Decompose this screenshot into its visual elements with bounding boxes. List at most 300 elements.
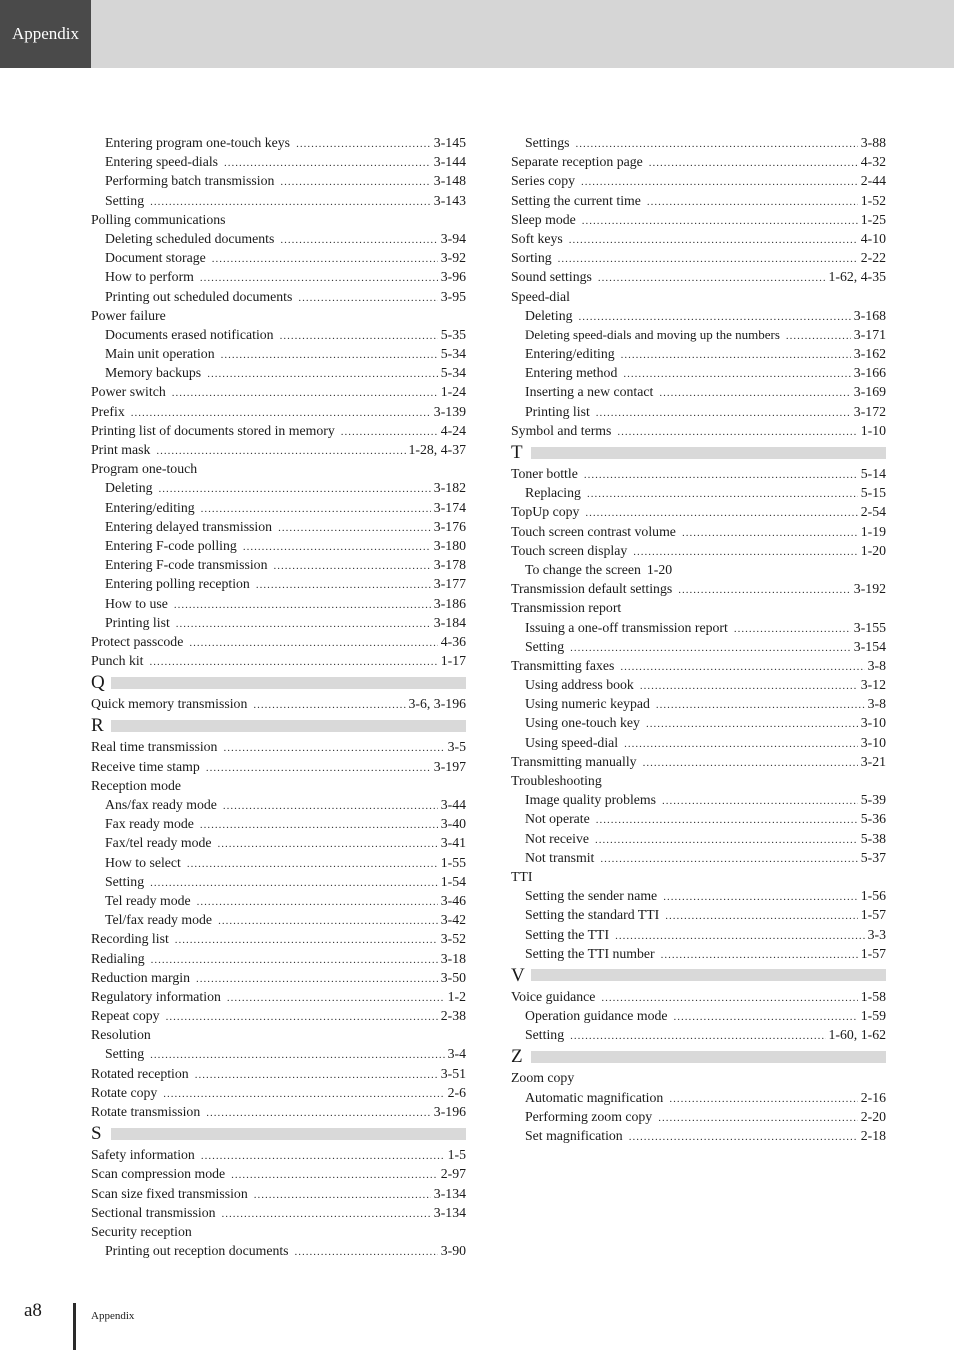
entry-term: Setting the current time — [511, 192, 641, 208]
entry-page-ref: 1-28, 4-37 — [408, 442, 466, 457]
entry-term: Entering polling reception — [105, 576, 250, 592]
entry-page-ref: 3-10 — [860, 734, 886, 750]
entry-term: Safety information — [91, 1147, 195, 1163]
entry-term: Issuing a one-off transmission report — [525, 619, 728, 635]
entry-term: Entering F-code transmission — [105, 557, 268, 573]
entry-term: Image quality problems — [525, 792, 657, 808]
index-subentry — [511, 829, 886, 848]
index-subentry — [91, 287, 466, 306]
entry-term: Reception mode — [91, 777, 182, 793]
entry-page-ref: 3-90 — [440, 1243, 466, 1259]
entry-term: Printing out scheduled documents — [105, 288, 293, 304]
entry-page-ref: 3-174 — [433, 499, 466, 515]
index-letter-divider — [91, 1123, 466, 1144]
index-entry — [511, 248, 886, 267]
dot-leader — [207, 365, 438, 384]
index-entry — [91, 1203, 466, 1222]
dot-leader — [298, 289, 437, 308]
entry-term: Touch screen display — [511, 542, 628, 558]
entry-page-ref: 3-139 — [433, 403, 466, 419]
entry-term: Scan compression mode — [91, 1166, 226, 1182]
entry-page-ref: 3-186 — [433, 595, 466, 611]
entry-page-ref: 3-8 — [867, 657, 886, 673]
entry-term: TopUp copy — [511, 504, 580, 520]
dot-leader — [669, 1090, 857, 1109]
dot-leader — [223, 739, 444, 758]
dot-leader — [662, 792, 858, 811]
entry-term: Separate reception page — [511, 154, 643, 170]
index-entry — [511, 598, 886, 617]
page-number: a8 — [24, 1300, 42, 1321]
entry-term: Entering/editing — [105, 499, 195, 515]
entry-term: Fax/tel ready mode — [105, 835, 212, 851]
letter-bar — [111, 720, 466, 732]
index-entry — [91, 382, 466, 401]
index-entry — [511, 579, 886, 598]
entry-page-ref: 1-25 — [860, 211, 886, 227]
entry-term: Printing list of documents stored in memory — [91, 422, 335, 438]
dot-leader — [734, 620, 851, 639]
index-letter: Z — [511, 1046, 523, 1068]
entry-page-ref: 3-40 — [440, 816, 466, 832]
dot-leader — [163, 1085, 444, 1104]
entry-term: To change the screen — [525, 561, 641, 577]
entry-page-ref: 5-34 — [440, 346, 466, 362]
dot-leader — [596, 811, 858, 830]
entry-term: Setting the TTI number — [525, 945, 655, 961]
dot-leader — [231, 1166, 438, 1185]
index-entry — [91, 1006, 466, 1025]
entry-term: Tel ready mode — [105, 892, 191, 908]
index-subentry — [91, 248, 466, 267]
entry-page-ref: 3-10 — [860, 715, 886, 731]
index-subentry — [511, 848, 886, 867]
entry-page-ref: 3-168 — [853, 307, 886, 323]
index-entry — [511, 522, 886, 541]
index-subentry — [91, 594, 466, 613]
index-entry — [511, 1068, 886, 1087]
index-subentry — [511, 1107, 886, 1126]
dot-leader — [296, 135, 431, 154]
index-entry — [511, 464, 886, 483]
dot-leader — [569, 231, 858, 250]
dot-leader — [621, 346, 851, 365]
entry-page-ref: 1-20 — [860, 542, 886, 558]
index-letter-divider — [511, 1046, 886, 1067]
index-subentry — [511, 637, 886, 656]
dot-leader — [661, 946, 858, 965]
entry-term: Settings — [525, 135, 570, 150]
entry-page-ref: 3-166 — [853, 365, 886, 381]
entry-term: Toner bottle — [511, 466, 578, 481]
dot-leader — [254, 1186, 431, 1205]
entry-term: Using address book — [525, 677, 634, 693]
entry-term: Receive time stamp — [91, 758, 200, 774]
entry-page-ref: 1-17 — [440, 653, 466, 669]
dot-leader — [624, 735, 858, 754]
index-letter-divider — [91, 672, 466, 693]
dot-leader — [187, 855, 438, 874]
index-subentry — [511, 618, 886, 637]
entry-term: Entering method — [525, 365, 618, 381]
entry-term: Using one-touch key — [525, 715, 640, 731]
entry-page-ref: 2-16 — [860, 1089, 886, 1105]
index-entry — [91, 440, 466, 459]
dot-leader — [151, 951, 438, 970]
entry-page-ref: 3-52 — [440, 931, 466, 947]
entry-term: Entering F-code polling — [105, 537, 237, 553]
dot-leader — [196, 970, 438, 989]
entry-term: Touch screen contrast volume — [511, 523, 676, 539]
dot-leader — [587, 485, 858, 504]
entry-page-ref: 5-36 — [860, 811, 886, 827]
entry-page-ref: 3-177 — [433, 576, 466, 592]
entry-term: Scan size fixed transmission — [91, 1185, 248, 1201]
dot-leader — [646, 715, 858, 734]
entry-term: Deleting scheduled documents — [105, 230, 275, 246]
index-entry — [511, 752, 886, 771]
dot-leader — [222, 1205, 431, 1224]
index-letter-divider — [91, 715, 466, 736]
index-entry — [91, 968, 466, 987]
entry-term: Transmission default settings — [511, 581, 673, 597]
index-subentry — [91, 363, 466, 382]
dot-leader — [174, 596, 431, 615]
entry-term: Printing out reception documents — [105, 1243, 289, 1259]
index-subentry — [511, 1088, 886, 1107]
entry-page-ref: 3-148 — [433, 173, 466, 189]
index-subentry — [91, 555, 466, 574]
entry-term: Deleting — [105, 480, 153, 496]
entry-page-ref: 2-22 — [860, 250, 886, 266]
dot-leader — [663, 888, 858, 907]
entry-page-ref: 5-37 — [860, 849, 886, 865]
entry-term: Replacing — [525, 485, 581, 501]
index-letter: T — [511, 442, 523, 463]
index-column-left — [91, 133, 466, 1260]
index-entry — [91, 1064, 466, 1083]
entry-term: Entering program one-touch keys — [105, 135, 291, 150]
entry-page-ref: 3-51 — [440, 1065, 466, 1081]
footer-divider — [73, 1303, 76, 1350]
entry-term: Troubleshooting — [511, 773, 602, 788]
index-subentry — [91, 1241, 466, 1260]
index-entry — [91, 306, 466, 325]
index-subentry — [511, 1126, 886, 1145]
entry-page-ref: 3-92 — [440, 250, 466, 266]
dot-leader — [600, 850, 857, 869]
entry-term: Soft keys — [511, 230, 563, 246]
entry-term: Prefix — [91, 403, 125, 419]
entry-page-ref: 1-54 — [440, 873, 466, 889]
entry-term: Transmitting faxes — [511, 657, 615, 673]
index-subentry — [511, 1006, 886, 1025]
index-entry — [91, 421, 466, 440]
entry-page-ref: 1-10 — [860, 422, 886, 438]
entry-term: Set magnification — [525, 1128, 623, 1143]
header-band — [0, 0, 954, 68]
index-entry — [91, 694, 466, 713]
dot-leader — [253, 696, 405, 715]
index-subentry — [511, 483, 886, 502]
index-entry — [91, 459, 466, 478]
entry-term: Operation guidance mode — [525, 1008, 668, 1024]
index-entry — [91, 776, 466, 795]
index-subentry — [511, 944, 886, 963]
letter-bar — [531, 969, 886, 981]
entry-page-ref: 2-20 — [860, 1108, 886, 1124]
section-tab: Appendix — [0, 0, 91, 68]
index-entry — [511, 541, 886, 560]
index-subentry — [511, 382, 886, 401]
index-subentry — [91, 795, 466, 814]
entry-page-ref: 3-144 — [433, 154, 466, 170]
entry-term: Documents erased notification — [105, 326, 274, 342]
index-entry — [91, 1145, 466, 1164]
entry-page-ref: 5-15 — [860, 485, 886, 501]
entry-term: Setting the TTI — [525, 926, 610, 942]
entry-term: Using speed-dial — [525, 734, 619, 750]
entry-page-ref: 3-21 — [860, 753, 886, 769]
entry-term: Performing batch transmission — [105, 173, 275, 189]
entry-page-ref: 2-44 — [860, 173, 886, 189]
index-entry — [91, 1102, 466, 1121]
entry-term: Redialing — [91, 950, 145, 966]
entry-term: Power failure — [91, 307, 166, 323]
entry-page-ref: 3-95 — [440, 288, 466, 304]
index-subentry — [91, 833, 466, 852]
entry-term: Print mask — [91, 442, 151, 457]
dot-leader — [212, 250, 438, 269]
entry-term: Regulatory information — [91, 988, 221, 1004]
index-letter: V — [511, 964, 525, 986]
entry-term: Deleting speed-dials and moving up the numbers — [525, 326, 780, 342]
index-entry — [91, 632, 466, 651]
entry-page-ref: 1-24 — [440, 384, 466, 400]
entry-page-ref: 1-60, 1-62 — [828, 1027, 886, 1043]
dot-leader — [682, 524, 858, 543]
index-subentry — [91, 498, 466, 517]
entry-page-ref: 1-59 — [860, 1008, 886, 1024]
entry-term: Fax ready mode — [105, 816, 194, 832]
entry-page-ref: 3-145 — [433, 135, 466, 150]
letter-bar — [111, 677, 466, 689]
index-subentry — [91, 1044, 466, 1063]
entry-term: Setting — [105, 1046, 145, 1062]
entry-term: Setting the sender name — [525, 888, 658, 904]
dot-leader — [649, 154, 858, 173]
index-entry — [91, 1222, 466, 1241]
dot-leader — [656, 696, 865, 715]
dot-leader — [206, 1104, 431, 1123]
dot-leader — [172, 384, 438, 403]
entry-page-ref: 5-35 — [440, 326, 466, 342]
entry-term: Not transmit — [525, 849, 595, 865]
dot-leader — [200, 816, 438, 835]
entry-page-ref: 1-58 — [860, 988, 886, 1004]
entry-term: How to perform — [105, 269, 194, 285]
entry-page-ref: 4-36 — [440, 633, 466, 649]
entry-term: Transmission report — [511, 600, 622, 616]
entry-term: Printing list — [105, 614, 170, 630]
entry-term: Recording list — [91, 931, 169, 947]
index-subentry — [91, 613, 466, 632]
entry-page-ref: 1-19 — [860, 523, 886, 539]
dot-leader — [280, 231, 437, 250]
dot-leader — [195, 1066, 438, 1085]
index-subentry — [91, 536, 466, 555]
dot-leader — [150, 1046, 445, 1065]
entry-term: Reduction margin — [91, 969, 190, 985]
index-subentry — [511, 694, 886, 713]
dot-leader — [623, 365, 850, 384]
letter-bar — [531, 447, 886, 459]
entry-term: Voice guidance — [511, 988, 596, 1004]
dot-leader — [197, 893, 438, 912]
entry-term: Symbol and terms — [511, 422, 612, 438]
index-subentry — [511, 1025, 886, 1044]
entry-page-ref: 3-96 — [440, 269, 466, 285]
index-letter: S — [91, 1123, 102, 1145]
entry-page-ref: 3-162 — [853, 346, 886, 362]
entry-term: Setting — [105, 192, 145, 208]
dot-leader — [617, 423, 857, 442]
dot-leader — [280, 327, 438, 346]
index-subentry — [511, 713, 886, 732]
entry-page-ref: 1-2 — [447, 988, 466, 1004]
index-subentry — [511, 809, 886, 828]
entry-term: Repeat copy — [91, 1008, 160, 1024]
dot-leader — [659, 384, 850, 403]
entry-page-ref: 4-24 — [440, 422, 466, 438]
entry-page-ref: 3-134 — [433, 1185, 466, 1201]
entry-page-ref: 3-143 — [433, 192, 466, 208]
entry-page-ref: 3-184 — [433, 614, 466, 630]
entry-page-ref: 3-169 — [853, 384, 886, 400]
entry-page-ref: 3-94 — [440, 230, 466, 246]
index-entry — [511, 421, 886, 440]
entry-term: How to select — [105, 854, 181, 870]
dot-leader — [273, 557, 430, 576]
dot-leader — [596, 404, 851, 423]
entry-term: Protect passcode — [91, 633, 184, 649]
index-subentry — [91, 133, 466, 152]
dot-leader — [629, 1128, 858, 1147]
index-entry — [511, 987, 886, 1006]
entry-page-ref: 3-6, 3-196 — [408, 696, 466, 712]
index-subentry — [91, 191, 466, 210]
index-entry — [91, 1025, 466, 1044]
entry-page-ref: 3-18 — [440, 950, 466, 966]
dot-leader — [206, 759, 431, 778]
entry-term: Resolution — [91, 1027, 151, 1043]
index-entry — [91, 987, 466, 1006]
index-entry — [511, 867, 886, 886]
index-letter-divider — [511, 442, 886, 463]
dot-leader — [598, 269, 826, 288]
index-entry — [511, 152, 886, 171]
entry-page-ref: 3-182 — [433, 480, 466, 496]
dot-leader — [218, 835, 438, 854]
entry-term: Deleting — [525, 307, 573, 323]
dot-leader — [175, 931, 438, 950]
dot-leader — [256, 576, 431, 595]
index-entry — [511, 267, 886, 286]
entry-page-ref: 5-39 — [860, 792, 886, 808]
dot-leader — [658, 1109, 857, 1128]
dot-leader — [665, 907, 857, 926]
entry-term: Main unit operation — [105, 346, 215, 362]
entry-term: Tel/fax ready mode — [105, 912, 213, 928]
dot-leader — [643, 754, 858, 773]
footer-section-label: Appendix — [91, 1310, 135, 1322]
dot-leader — [201, 1147, 445, 1166]
index-subentry — [91, 517, 466, 536]
entry-page-ref: 3-44 — [440, 797, 466, 812]
index-subentry — [511, 363, 886, 382]
entry-term: Performing zoom copy — [525, 1108, 653, 1124]
index-entry — [91, 757, 466, 776]
entry-page-ref: 2-54 — [860, 504, 886, 520]
index-subentry — [511, 402, 886, 421]
index-entry — [511, 210, 886, 229]
entry-page-ref: 3-154 — [853, 638, 886, 654]
dot-leader — [640, 677, 858, 696]
index-entry — [91, 1184, 466, 1203]
index-subentry — [511, 560, 886, 579]
entry-term: Zoom copy — [511, 1070, 575, 1086]
entry-page-ref: 3-41 — [440, 835, 466, 851]
entry-page-ref: 3-180 — [433, 537, 466, 553]
index-entry — [91, 949, 466, 968]
entry-term: Rotate copy — [91, 1084, 158, 1100]
entry-page-ref: 1-5 — [447, 1147, 466, 1163]
dot-leader — [678, 581, 851, 600]
dot-leader — [176, 615, 431, 634]
dot-leader — [620, 658, 864, 677]
dot-leader — [159, 480, 431, 499]
dot-leader — [558, 250, 858, 269]
index-entry — [511, 771, 886, 790]
entry-page-ref: 3-155 — [853, 619, 886, 635]
entry-term: Security reception — [91, 1223, 192, 1239]
entry-term: Sleep mode — [511, 211, 576, 227]
entry-term: Document storage — [105, 250, 206, 266]
dot-leader — [150, 874, 438, 893]
index-subentry — [511, 675, 886, 694]
index-entry — [91, 1164, 466, 1183]
entry-term: Setting — [525, 1027, 565, 1043]
dot-leader — [647, 193, 858, 212]
entry-term: Program one-touch — [91, 461, 198, 477]
index-subentry — [91, 171, 466, 190]
index-subentry — [91, 478, 466, 497]
entry-page-ref: 4-32 — [860, 154, 886, 170]
index-subentry — [511, 733, 886, 752]
dot-leader — [595, 831, 858, 850]
index-entry — [511, 287, 886, 306]
index-subentry — [91, 891, 466, 910]
dot-leader — [166, 1008, 438, 1027]
entry-term: Sectional transmission — [91, 1204, 216, 1220]
index-subentry — [91, 344, 466, 363]
dot-leader — [278, 519, 431, 538]
dot-leader — [570, 1027, 825, 1046]
entry-term: Sound settings — [511, 269, 592, 285]
index-subentry — [91, 910, 466, 929]
entry-page-ref: 1-62, 4-35 — [828, 269, 886, 285]
index-subentry — [511, 344, 886, 363]
